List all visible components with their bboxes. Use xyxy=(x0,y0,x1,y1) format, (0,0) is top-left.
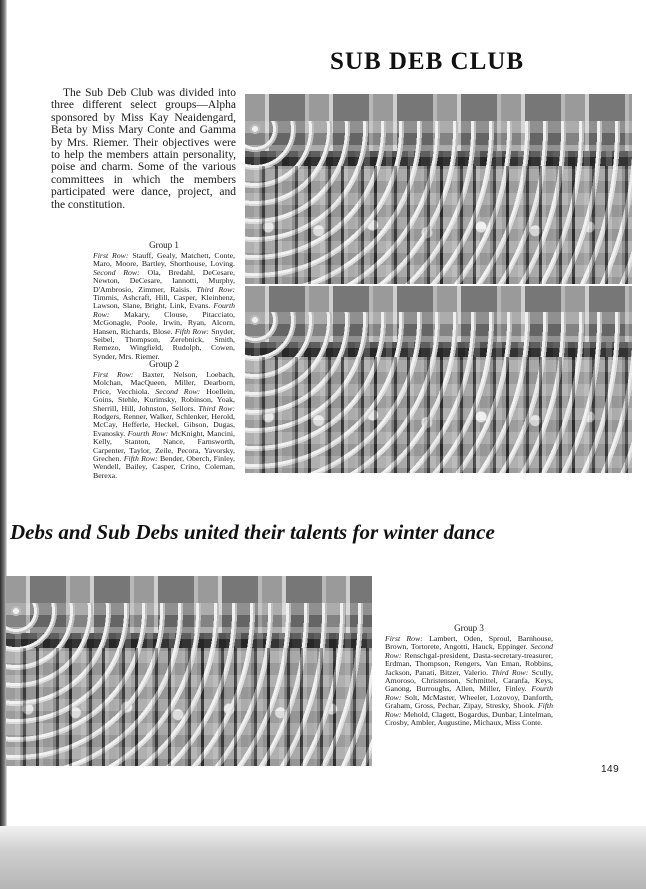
row-names: McKnight, Mancini, Kelly, Stanton, Nance, Farnsworth, Carpenter, Taylor, Zeile, Pecora, Yavorsky, Grechen. xyxy=(93,428,235,464)
row-names: Bender, Oberch, Finley, Wendell, Bailey, Casper, Crino, Coleman, Berexa. xyxy=(93,454,235,480)
row-label: Third Row: xyxy=(196,284,235,294)
photo-people xyxy=(6,648,372,766)
group-title: Group 1 xyxy=(149,240,179,250)
row-label: First Row: xyxy=(93,251,129,260)
page-headline: Debs and Sub Debs united their talents for winter dance xyxy=(10,520,495,544)
row-label: Fourth Row: xyxy=(127,428,169,438)
caption-rows xyxy=(93,252,235,361)
row-names: Rodgers, Renner, Walker, Schlenker, Herold, McCay, Hefferle, Heckel, Gibson, Dugas, Evanosky. xyxy=(93,412,235,438)
row-label: Fourth Row: xyxy=(93,301,236,319)
row-label: Third Row: xyxy=(198,403,236,413)
row-label: First Row: xyxy=(385,634,423,643)
row-names: Stauff, Gealy, Matchett, Conte, Maro, Moore, Bartley, Shorthouse, Loving. xyxy=(93,251,235,269)
row-label: Fourth Row: xyxy=(385,684,553,702)
intro-paragraph: The Sub Deb Club was divided into three different select groups—Alpha sponsored by Miss Kay Neaidengard, Beta by Miss Mary Conte and Gamma by Mrs. Riemer. Their objectives were to help the members attain personality, poise and charm. Some of the various committees in which the members participated were dance, project, and the constitution. xyxy=(51,87,236,211)
row-names: Solt, McMaster, Wheeler, Lozovoy, Danforth, Graham, Gross, Pechar, Zipay, Stresky, Shook. xyxy=(385,692,553,711)
row-label: Fifth Row: xyxy=(123,454,158,464)
group-3-photo xyxy=(6,576,372,766)
group-1-photo xyxy=(245,94,632,284)
group-title: Group 2 xyxy=(149,359,179,369)
row-label: Second Row: xyxy=(93,267,140,277)
row-names: Scully, Amoroso, Christenson, Schmittel, Caranfa, Keys, Ganong, Burroughs, Allen, Miller, Finley. xyxy=(385,667,554,694)
row-label: Second Row: xyxy=(385,642,553,660)
row-names: Makary, Clouse, Pitacciato, McGonagle, Poole, Irwin, Ryan, Alcorn, Hansen, Richards, Blose. xyxy=(93,309,235,336)
row-label: Fifth Row: xyxy=(174,326,209,336)
row-names: Timmis, Ashcraft, Hill, Casper, Kleinhenz, Lawson, Slane, Bright, Link, Evans. xyxy=(93,293,235,311)
caption-rows xyxy=(385,635,553,727)
row-names: Ola, Bredahl, DeCesare, Newton, DeCesare, Iannotti, Murphy, D'Ambrosio, Zimmer, Raisis. xyxy=(93,267,235,294)
group-2-photo xyxy=(245,286,632,473)
group-2-caption xyxy=(93,359,235,480)
group-1-caption xyxy=(93,240,235,361)
row-names: Baxter, Nelson, Loebach, Molchan, MacQueen, Miller, Dearborn, Price, Vecchiola. xyxy=(93,370,235,396)
row-names: Hoellein, Goins, Stehle, Kurimsky, Robinson, Yoak, Sherrill, Hill, Johnston, Sellors. xyxy=(93,386,235,413)
page-number: 149 xyxy=(601,764,620,775)
row-label: Third Row: xyxy=(491,667,529,677)
row-label: First Row: xyxy=(93,370,134,379)
group-3-caption xyxy=(385,623,553,727)
row-names: Lambert, Oden, Sproul, Barnhouse, Brown, Tortorete, Angotti, Hauck, Eppinger. xyxy=(385,634,554,652)
row-names: Mehold, Clagett, Bogardus, Dunbar, Lintelman, Crosby, Ambler, Augustine, Michaux, Miss Conte. xyxy=(385,709,553,728)
caption-rows xyxy=(93,371,235,480)
scan-bottom-edge xyxy=(0,826,646,889)
photo-people xyxy=(245,166,632,284)
group-title: Group 3 xyxy=(454,623,484,633)
photo-people xyxy=(245,357,632,473)
row-names: Renschgal-president, Dasta-secretary-treasurer, Erdman, Thompson, Rengers, Van Eman, Robbins, Jackson, Panati, Bitzer, Valerio. xyxy=(385,650,553,677)
row-label: Fifth Row: xyxy=(385,701,553,719)
row-label: Second Row: xyxy=(155,386,201,396)
row-names: Snyder, Seibel, Thompson, Zerebnick, Smith, Remezo, Wingfield, Rudolph, Cowen, Synder, Mrs. Riemer. xyxy=(93,326,236,361)
page-title: SUB DEB CLUB xyxy=(330,48,524,75)
